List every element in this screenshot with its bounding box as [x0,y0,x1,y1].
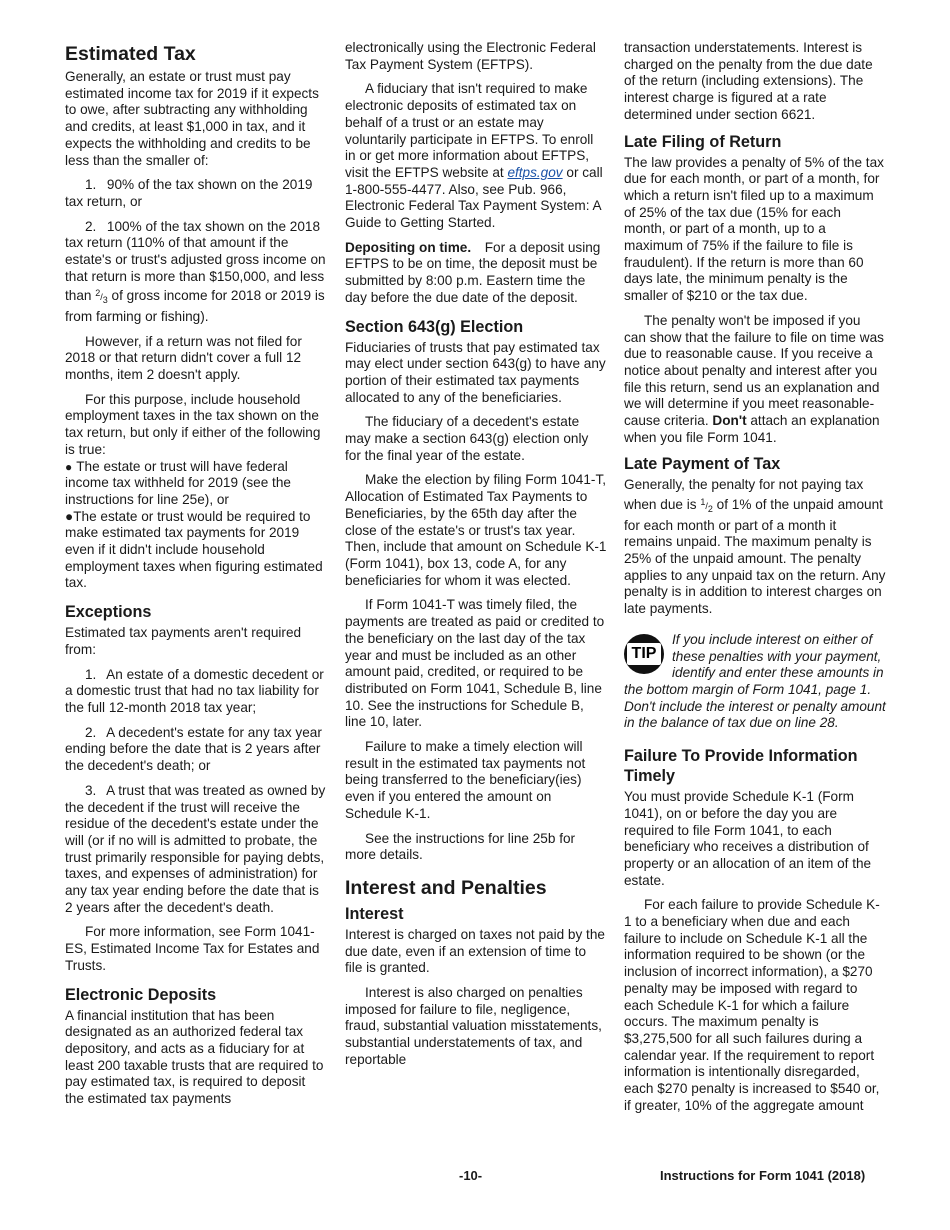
bullet-icon: ● [65,508,74,524]
tip-icon: TIP [624,634,664,674]
section-643g-p5: Failure to make a timely election will result in the estimated tax payments not being transferred to the beneficiary(ies) even if you entered the amount on Schedule K-1. [345,739,586,821]
interest-continued: transaction understatements. Interest is charged on the penalty from the due date of the return (including extensions). The interest charge is figured at a rate determined under section 6621. [624,40,873,122]
column-1 [65,40,327,1116]
estimated-tax-purpose: For this purpose, include household employment taxes in the tax shown on the tax return, but only if either of the following is true: [65,391,321,457]
fraction-one-half: $^1/_2$ [700,497,713,514]
late-payment-heading: Late Payment of Tax [624,455,781,474]
tip-text: If you include interest on either of these penalties with your payment, identify and enter these amounts in the bottom margin of Form 1041, page 1. Don't include the interest or penalty amount in the balance of tax due on line 28. [624,631,886,731]
fraction-two-thirds: $^2/_3$ [95,288,108,306]
eftps-link[interactable]: eftps.gov [507,164,563,180]
electronic-deposits-heading: Electronic Deposits [65,985,217,1004]
section-643g-heading: Section 643(g) Election [345,317,524,336]
section-643g-p1: Fiduciaries of trusts that pay estimated tax may elect under section 643(g) to have any portion of their estimated tax payments allocated to any of the beneficiaries. [345,339,606,405]
estimated-tax-intro: Generally, an estate or trust must pay estimated income tax for 2019 if it expects to owe, after subtracting any withholding and credits, at least $1,000 in tax, and it expects the withholding and credits to be less than the smaller of: [65,69,319,168]
bullet-item-2: ●The estate or trust would be required to make estimated tax payments for 2019 even if it didn't include household employment taxes when figuring estimated tax. [65,508,323,591]
fiduciary-paragraph: A fiduciary that isn't required to make electronic deposits of estimated tax on behalf of a trust or an estate may voluntarily participate in EFTPS. To enroll in or get more information about EFTPS, visit the EFTPS website at eftps.gov or call 1-800-555-4477. Also, see Pub. 966, Electronic Federal Tax Payment System: A Guide to Getting Started. [345,81,603,231]
exceptions-intro: Estimated tax payments aren't required from: [65,625,302,657]
section-643g-p4: If Form 1041-T was timely filed, the payments are treated as paid or credited to the beneficiary on the last day of the tax year and must be included as an other amount paid, credited, or required to be distributed on Form 1041, Schedule B, line 10. See the instructions for Schedule B, line 10, later. [345,597,605,730]
bullet-icon: ● [65,459,73,474]
exceptions-more-info: For more information, see Form 1041-ES, Estimated Income Tax for Estates and Trusts. [65,924,320,973]
exceptions-item-1: 1. An estate of a domestic decedent or a domestic trust that had no tax liability for the full 12-month 2018 tax year; [65,666,324,715]
failure-k1-heading: Failure To Provide Information Timely [624,747,858,786]
estimated-tax-however: However, if a return was not filed for 2018 or that return didn't cover a full 12 months, item 2 doesn't apply. [65,333,302,383]
late-filing-p1: The law provides a penalty of 5% of the tax due for each month, or part of a month, for which a return isn't filed up to a maximum of 25% of the tax due (15% for each month, or part of a month, up to a maximum of 75% if the failure to file is fraudulent). If the return is more than 60 days late, the minimum penalty is the smaller of $210 or the tax due. [624,154,884,304]
depositing-label: Depositing on time. [345,239,472,255]
section-643g-p6: See the instructions for line 25b for more details. [345,830,576,863]
interest-p1: Interest is charged on taxes not paid by the due date, even if an extension of time to file is granted. [345,926,605,976]
footer-doc-title: Instructions for Form 1041 (2018) [660,1168,866,1183]
failure-k1-p2: For each failure to provide Schedule K-1 to a beneficiary when due and each failure to include on Schedule K-1 all the information required to be shown (or the inclusion of incorrect information), a $270 penalty may be imposed with regard to each Schedule K-1 for which a failure occurs. The maximum penalty is $3,275,500 for all such failures during a calendar year. If the requirement to report information is intentionally disregarded, each $270 penalty is increased to $540 or, if greater, 10% of the aggregate amount [624,897,880,1113]
page-number: -10- [459,1168,483,1183]
exceptions-heading: Exceptions [65,603,152,622]
tip-box [624,632,886,732]
estimated-tax-item-2-b: of gross income for 2018 or 2019 is from farming or fishing). [65,288,325,324]
section-643g-p2: The fiduciary of a decedent's estate may make a section 643(g) election only for the final year of the estate. [345,414,589,463]
column-3 [624,40,886,1122]
late-filing-p2: The penalty won't be imposed if you can show that the failure to file on time was due to reasonable cause. If you receive a notice about penalty and interest after you file this return, send us an explanation and we will determine if you meet reasonable-cause criteria. Don't attach an explanation when you file Form 1041. [624,312,884,445]
depositing-on-time: Depositing on time. For a deposit using EFTPS to be on time, the deposit must be submitted by 8:00 p.m. Eastern time the day before the due date of the deposit. [345,239,601,305]
electronic-deposits-text: A financial institution that has been designated as an authorized federal tax depository, and acts as a fiduciary for at least 200 taxable trusts that are required to pay estimated tax, is required to deposit the estimated tax payments [65,1007,324,1107]
estimated-tax-item-2-a: 2. 100% of the tax shown on the 2018 tax return (110% of that amount if the estate's or trust's adjusted gross income on that return is more than $150,000, and less than [65,218,326,304]
dont-emphasis: Don't [712,413,747,429]
estimated-tax-item-2 [65,219,327,326]
bullet-item-1: ● The estate or trust will have federal income tax withheld for 2019 (see the instructions for line 25e), or [65,458,291,507]
eftps-continued: electronically using the Electronic Federal Tax Payment System (EFTPS). [345,40,596,72]
failure-k1-p1: You must provide Schedule K-1 (Form 1041), on or before the day you are required to file Form 1041, to each beneficiary who receives a distribution of property or an allocation of an item of the estate. [624,789,872,888]
estimated-tax-heading: Estimated Tax [65,43,196,65]
exceptions-item-2: 2. A decedent's estate for any tax year ending before the date that is 2 years after the decedent's death; or [65,724,322,774]
late-payment-p1: Generally, the penalty for not paying tax when due is $^1/_2$ of 1% of the unpaid amount for each month or part of a month it remains unpaid. The maximum penalty is 25% of the unpaid amount. The penalty applies to any unpaid tax on the return. Any penalty is in addition to interest charges on late payments. [624,477,886,617]
interest-heading: Interest [345,904,404,923]
interest-p2: Interest is also charged on penalties imposed for failure to file, negligence, fraud, substantial valuation misstatements, substantial understatements of tax, and reportable [345,985,602,1067]
column-2 [345,40,607,1077]
estimated-tax-item-1: 1. 90% of the tax shown on the 2019 tax return, or [65,177,313,209]
section-643g-p3: Make the election by filing Form 1041-T, Allocation of Estimated Tax Payments to Beneficiaries, by the 65th day after the close of the estate's or trust's tax year. Then, include that amount on Schedule K-1 (Form 1041), box 13, code A, for any beneficiaries for whom it was elected. [345,472,607,588]
late-filing-heading: Late Filing of Return [624,132,782,151]
interest-penalties-heading: Interest and Penalties [345,876,547,899]
exceptions-item-3: 3. A trust that was treated as owned by the decedent if the trust will receive the residue of the decedent's estate under the will (or if no will is admitted to probate, the trust primarily responsible for paying debts, taxes, and expenses of administration) for any tax year ending before the date that is 2 years after the decedent's death. [65,782,326,915]
